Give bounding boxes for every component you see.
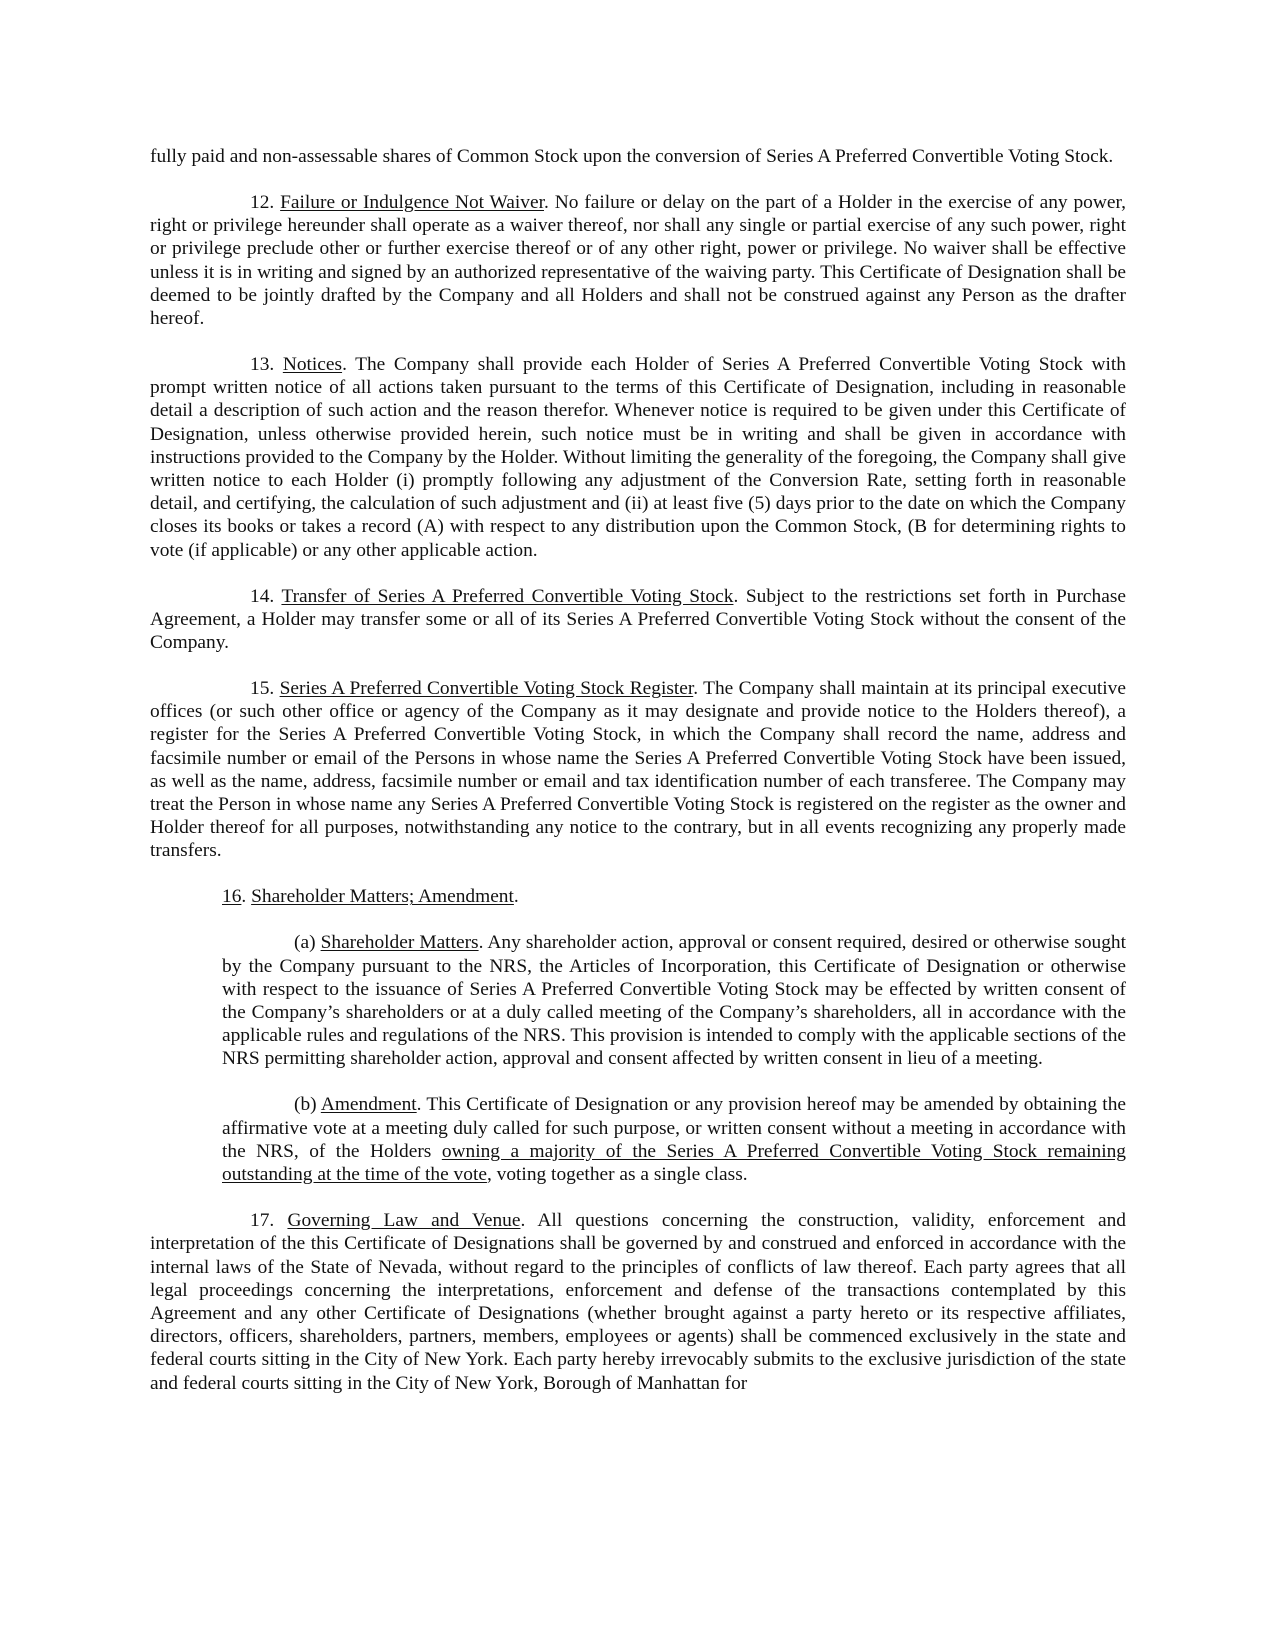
section-title: Shareholder Matters; Amendment bbox=[251, 886, 514, 908]
section-13 bbox=[150, 353, 1126, 562]
section-body: . The Company shall provide each Holder of Series A Preferred Convertible Voting Stock with prompt written notice of all actions taken pursuant to the terms of this Certificate of Designation, including in reasonable detail a description of such action and the reason therefor. Whenever notice is required to be given under this Certificate of Designation, unless otherwise provided herein, such notice must be in writing and shall be given in accordance with instructions provided to the Company by the Holder. Without limiting the generality of the foregoing, the Company shall give written notice to each Holder (i) promptly following any adjustment of the Conversion Rate, setting forth in reasonable detail, and certifying, the calculation of such adjustment and (ii) at least five (5) days prior to the date on which the Company closes its books or takes a record (A) with respect to any distribution upon the Common Stock, (B for determining rights to vote (if applicable) or any other applicable action. bbox=[150, 354, 1126, 561]
section-14 bbox=[150, 585, 1126, 655]
subsection-body: . This Certificate of Designation or any provision hereof may be amended by obtaining the affirmative vote at a meeting duly called for such purpose, or written consent without a meeting in accordance with the NRS, of the Holders bbox=[222, 1094, 1126, 1162]
section-number: 13. bbox=[250, 354, 275, 376]
section-17 bbox=[150, 1209, 1126, 1395]
section-end: . bbox=[513, 886, 519, 908]
section-15 bbox=[150, 677, 1126, 863]
section-title: Series A Preferred Convertible Voting Stock Register bbox=[279, 678, 694, 700]
section-title: Notices bbox=[282, 354, 343, 376]
section-16-heading bbox=[222, 885, 1126, 908]
subsection-body: . Any shareholder action, approval or consent required, desired or otherwise sought by the Company pursuant to the NRS, the Articles of Incorporation, this Certificate of Designation or otherwise with respect to the issuance of Series A Preferred Convertible Voting Stock may be effected by written consent of the Company’s shareholders or at a duly called meeting of the Company’s shareholders, all in accordance with the applicable rules and regulations of the NRS. This provision is intended to comply with the applicable sections of the NRS permitting shareholder action, approval and consent affected by written consent in lieu of a meeting. bbox=[222, 932, 1126, 1070]
section-title: Failure or Indulgence Not Waiver bbox=[280, 192, 544, 213]
section-number: 16 bbox=[222, 886, 242, 908]
section-16a bbox=[222, 931, 1126, 1070]
subsection-title: Shareholder Matters bbox=[320, 932, 479, 954]
subsection-body-end: , voting together as a single class. bbox=[486, 1164, 748, 1186]
subsection-title: Amendment bbox=[320, 1094, 417, 1116]
section-sep: . bbox=[241, 886, 252, 908]
subsection-label: (a) bbox=[294, 932, 321, 954]
section-number: 12. bbox=[250, 192, 275, 213]
section-number: 15. bbox=[250, 678, 275, 700]
section-12 bbox=[150, 191, 1126, 330]
subsection-label: (b) bbox=[294, 1094, 321, 1116]
section-16b bbox=[222, 1093, 1126, 1186]
subsection-underlined-text: owning a majority of the Series A Preferred Convertible Voting Stock remaining outstanding at the time of the vote bbox=[222, 1140, 1126, 1186]
section-body: . No failure or delay on the part of a Holder in the exercise of any power, right or privilege hereunder shall operate as a waiver thereof, nor shall any single or partial exercise of any such power, right or privilege preclude other or further exercise thereof or of any other right, power or privilege. No waiver shall be effective unless it is in writing and signed by an authorized representative of the waiving party. This Certificate of Designation shall be deemed to be jointly drafted by the Company and all Holders and shall not be construed against any Person as the drafter hereof. bbox=[150, 192, 1126, 330]
section-number: 14. bbox=[250, 585, 275, 607]
section-number: 17. bbox=[250, 1210, 275, 1232]
section-body: . The Company shall maintain at its principal executive offices (or such other office or agency of the Company as it may designate and provide notice to the Holders thereof), a register for the Series A Preferred Convertible Voting Stock, in which the Company shall record the name, address and facsimile number or email of the Persons in whose name the Series A Preferred Convertible Voting Stock have been issued, as well as the name, address, facsimile number or email and tax identification number of each transferee. The Company may treat the Person in whose name any Series A Preferred Convertible Voting Stock is registered on the register as the owner and Holder thereof for all purposes, notwithstanding any notice to the contrary, but in all events recognizing any properly made transfers. bbox=[150, 678, 1126, 862]
paragraph-continued: fully paid and non-assessable shares of Common Stock upon the conversion of Series A Preferred Convertible Voting Stock. bbox=[150, 146, 1114, 167]
section-body: . All questions concerning the construction, validity, enforcement and interpretation of the this Certificate of Designations shall be governed by and construed and enforced in accordance with the internal laws of the State of Nevada, without regard to the principles of conflicts of law thereof. Each party agrees that all legal proceedings concerning the interpretations, enforcement and defense of the transactions contemplated by this Agreement and any other Certificate of Designations (whether brought against a party hereto or its respective affiliates, directors, officers, shareholders, partners, members, employees or agents) shall be commenced exclusively in the state and federal courts sitting in the City of New York. Each party hereby irrevocably submits to the exclusive jurisdiction of the state and federal courts sitting in the City of New York, Borough of Manhattan for bbox=[150, 1210, 1126, 1394]
section-title: Governing Law and Venue bbox=[287, 1210, 521, 1232]
document-page bbox=[150, 145, 1126, 1418]
section-title: Transfer of Series A Preferred Convertible Voting Stock bbox=[281, 585, 734, 607]
section-body: . Subject to the restrictions set forth in Purchase Agreement, a Holder may transfer some or all of its Series A Preferred Convertible Voting Stock without the consent of the Company. bbox=[150, 585, 1126, 654]
